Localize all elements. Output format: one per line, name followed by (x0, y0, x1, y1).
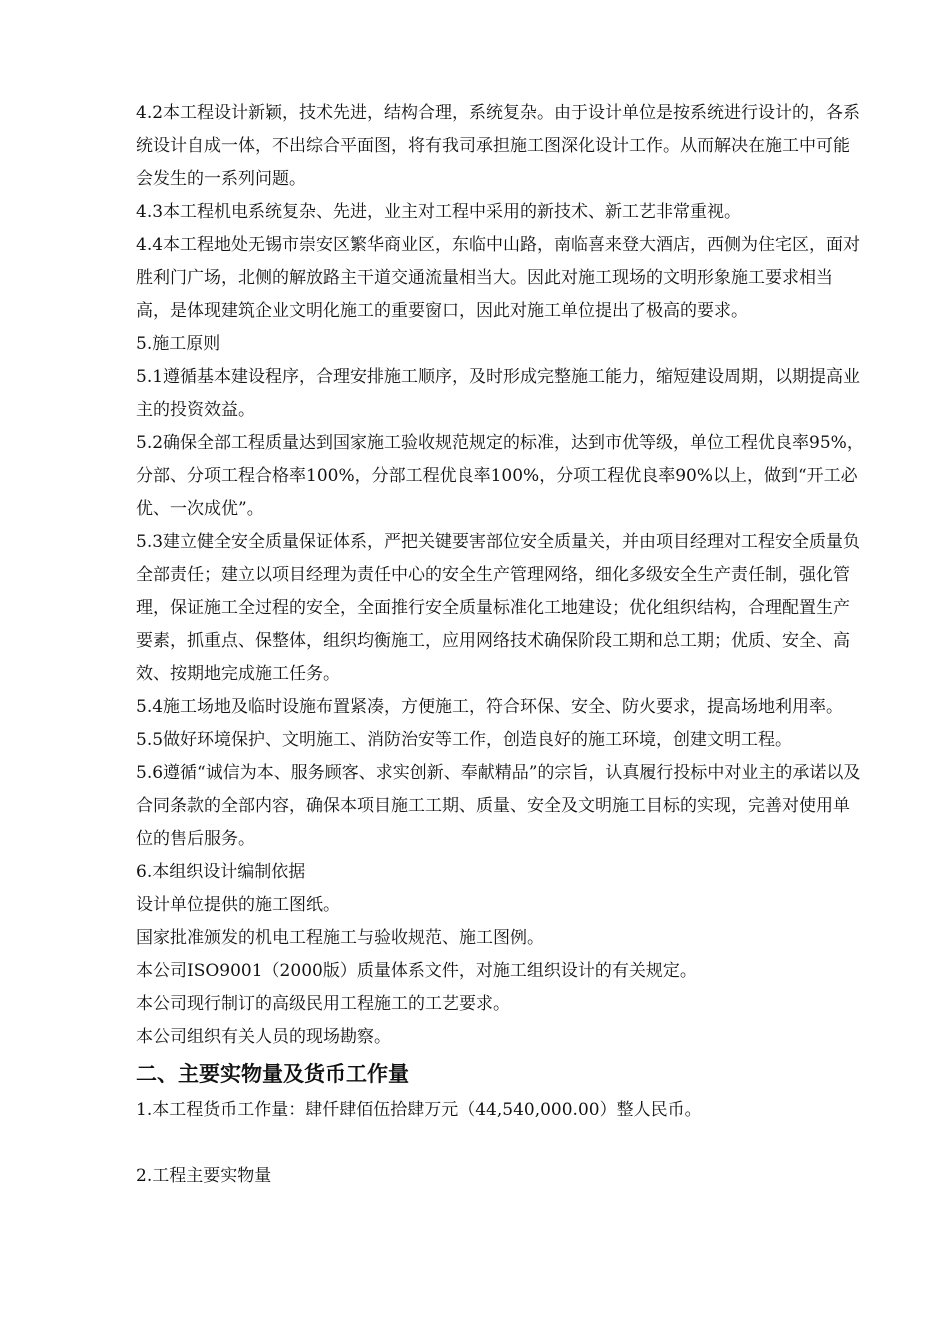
document-page (136, 97, 866, 1193)
paragraph-4-3: 4.3本工程机电系统复杂、先进，业主对工程中采用的新技术、新工艺非常重视。 (136, 202, 742, 222)
paragraph-5-3: 5.3建立健全安全质量保证体系，严把关键要害部位安全质量关，并由项目经理对工程安全质量负全部责任；建立以项目经理为责任中心的安全生产管理网络，细化多级安全生产责任制，强化管理，保证施工全过程的安全，全面推行安全质量标准化工地建设；优化组织结构，合理配置生产要素，抓重点、保整体，组织均衡施工，应用网络技术确保阶段工期和总工期；优质、安全、高效、按期地完成施工任务。 (136, 532, 861, 684)
paragraph-4-2: 4.2本工程设计新颖，技术先进，结构合理，系统复杂。由于设计单位是按系统进行设计的，各系统设计自成一体，不出综合平面图，将有我司承担施工图深化设计工作。从而解决在施工中可能会发生的一系列问题。 (136, 103, 861, 189)
paragraph-5-2: 5.2确保全部工程质量达到国家施工验收规范规定的标准，达到市优等级，单位工程优良率95%，分部、分项工程合格率100%，分部工程优良率100%，分项工程优良率90%以上，做到“开工必优、一次成优”。 (136, 433, 864, 519)
basis-item-1: 设计单位提供的施工图纸。 (136, 895, 340, 915)
physical-quantity-paragraph: 2.工程主要实物量 (136, 1166, 272, 1186)
paragraph-6-heading: 6.本组织设计编制依据 (136, 862, 306, 882)
paragraph-5-6: 5.6遵循“诚信为本、服务顾客、求实创新、奉献精品”的宗旨，认真履行投标中对业主的承诺以及合同条款的全部内容，确保本项目施工工期、质量、安全及文明施工目标的实现，完善对使用单位的售后服务。 (136, 763, 861, 849)
section-one-body (136, 97, 866, 1054)
paragraph-5-1: 5.1遵循基本建设程序，合理安排施工顺序，及时形成完整施工能力，缩短建设周期，以期提高业主的投资效益。 (136, 367, 861, 420)
monetary-workload-paragraph: 1.本工程货币工作量：肆仟肆佰伍拾肆万元（44,540,000.00）整人民币。 (136, 1100, 702, 1120)
basis-item-3: 本公司ISO9001（2000版）质量体系文件，对施工组织设计的有关规定。 (136, 961, 697, 981)
paragraph-5-4: 5.4施工场地及临时设施布置紧凑，方便施工，符合环保、安全、防火要求，提高场地利用率。 (136, 697, 844, 717)
blank-line (136, 1127, 866, 1160)
basis-item-2: 国家批准颁发的机电工程施工与验收规范、施工图例。 (136, 928, 544, 948)
paragraph-5-heading: 5.施工原则 (136, 334, 221, 354)
paragraph-5-5: 5.5做好环境保护、文明施工、消防治安等工作，创造良好的施工环境，创建文明工程。 (136, 730, 793, 750)
basis-item-4: 本公司现行制订的高级民用工程施工的工艺要求。 (136, 994, 510, 1014)
section-heading: 二、主要实物量及货币工作量 (136, 1062, 409, 1086)
basis-item-5: 本公司组织有关人员的现场勘察。 (136, 1027, 391, 1047)
paragraph-4-4: 4.4本工程地处无锡市崇安区繁华商业区，东临中山路，南临喜来登大酒店，西侧为住宅区，面对胜利门广场，北侧的解放路主干道交通流量相当大。因此对施工现场的文明形象施工要求相当高，是体现建筑企业文明化施工的重要窗口，因此对施工单位提出了极高的要求。 (136, 235, 861, 321)
